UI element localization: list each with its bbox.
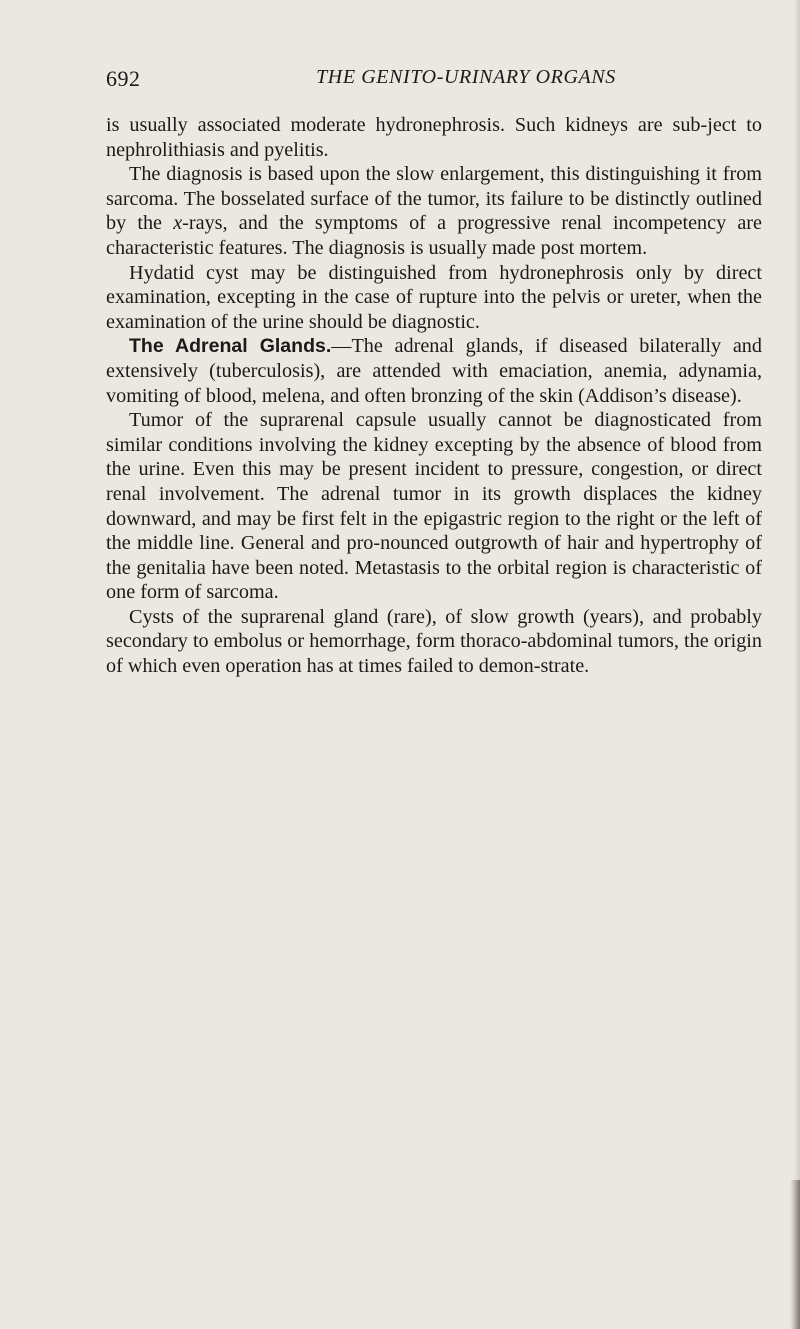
paragraph-hydatid-cyst: Hydatid cyst may be distinguished from hydronephrosis only by direct examination, excepting in the case of rupture into the pelvis or ureter, when the examination of the urine should be diagnostic. [106, 261, 762, 333]
paragraph-adrenal-text: —The adrenal glands, if diseased bilaterally and extensively (tuberculosis), are attended with emaciation, anemia, adynamia, vomiting of blood, melena, and often bronzing of the skin (Addison’s disease). [106, 335, 762, 407]
paragraph-diagnosis-text: The diagnosis is based upon the slow enlargement, this distinguishing it from sarcoma. The bosselated surface of the tumor, its failure to be distinctly outlined by the [106, 163, 762, 235]
paragraph-adrenal-glands [106, 334, 762, 408]
paragraph-suprarenal-cysts: Cysts of the suprarenal gland (rare), of slow growth (years), and probably secondary to embolus or hemorrhage, form thoraco-abdominal tumors, the origin of which even operation has at times failed to demon-strate. [106, 605, 762, 678]
section-heading: The Adrenal Glands. [129, 335, 332, 358]
running-head: THE GENITO-URINARY ORGANS [316, 66, 616, 88]
page-edge-shadow [794, 0, 800, 1329]
x-italic: x [173, 212, 183, 235]
paragraph-continuation: is usually associated moderate hydronephrosis. Such kidneys are sub-ject to nephrolithiasis and pyelitis. [106, 114, 762, 161]
page-body [106, 113, 762, 679]
page-number: 692 [106, 66, 141, 91]
page-header [106, 66, 766, 96]
paragraph-diagnosis [106, 162, 762, 260]
page-edge-shadow-bottom [790, 1180, 800, 1329]
paragraph-diagnosis-rest: -rays, and the symptoms of a progressive renal incompetency are characteristic features. The diagnosis is usually made post mortem. [106, 212, 762, 259]
paragraph-suprarenal-tumor: Tumor of the suprarenal capsule usually cannot be diagnosticated from similar conditions involving the kidney excepting by the absence of blood from the urine. Even this may be present incident to pressure, congestion, or direct renal involvement. The adrenal tumor in its growth displaces the kidney downward, and may be first felt in the epigastric region to the right or the left of the middle line. General and pro-nounced outgrowth of hair and hypertrophy of the genitalia have been noted. Metastasis to the orbital region is characteristic of one form of sarcoma. [106, 409, 762, 604]
